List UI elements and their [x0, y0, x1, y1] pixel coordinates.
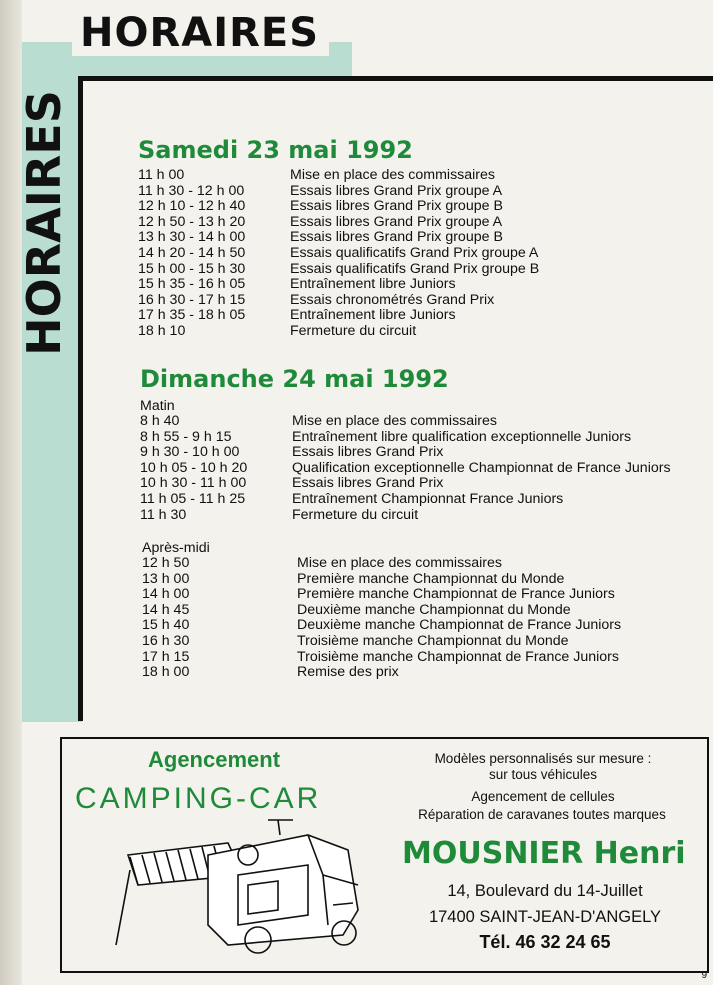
schedule-time: 12 h 50 - 13 h 20	[138, 213, 246, 230]
morning-row	[140, 430, 700, 446]
schedule-description: Deuxième manche Championnat du Monde	[297, 601, 571, 618]
morning-label: Matin	[140, 398, 175, 414]
schedule-time: 16 h 30	[142, 632, 190, 649]
ad-phone: Tél. 46 32 24 65	[479, 932, 611, 952]
schedule-time: 14 h 45	[142, 601, 190, 618]
saturday-row	[138, 308, 608, 324]
schedule-description: Essais libres Grand Prix groupe A	[290, 182, 503, 199]
ad-line-cells: Agencement de cellules	[471, 789, 615, 804]
ad-line-vehicles: sur tous véhicules	[488, 767, 598, 782]
schedule-description: Deuxième manche Championnat de France Juniors	[297, 617, 622, 634]
schedule-description: Entraînement libre qualification exceptionnelle Juniors	[292, 428, 632, 445]
schedule-time: 18 h 00	[142, 664, 190, 681]
saturday-row	[138, 230, 608, 246]
schedule-description: Entraînement libre Juniors	[290, 307, 456, 324]
schedule-description: Entraînement libre Juniors	[290, 276, 456, 293]
page-number: 9	[701, 970, 707, 981]
ad-address-street: 14, Boulevard du 14-Juillet	[447, 882, 643, 900]
schedule-time: 11 h 00	[138, 167, 185, 183]
schedule-description: Essais qualificatifs Grand Prix groupe B	[290, 260, 540, 277]
schedule-time: 8 h 55 - 9 h 15	[140, 428, 232, 445]
afternoon-label: Après-midi	[142, 540, 210, 556]
schedule-description: Mise en place des commissaires	[297, 555, 503, 571]
afternoon-row	[142, 634, 642, 650]
saturday-row	[138, 246, 608, 262]
schedule-description: Première manche Championnat de France Juniors	[297, 586, 615, 603]
schedule-description: Essais libres Grand Prix groupe B	[290, 198, 503, 215]
page-title: HORAIRES	[80, 10, 320, 56]
schedule-time: 9 h 30 - 10 h 00	[140, 444, 240, 461]
schedule-description: Remise des prix	[297, 664, 399, 681]
schedule-time: 15 h 35 - 16 h 05	[138, 276, 246, 293]
saturday-row	[138, 168, 608, 184]
afternoon-row	[142, 650, 642, 666]
schedule-time: 13 h 00	[142, 570, 190, 587]
schedule-description: Essais libres Grand Prix groupe B	[290, 229, 503, 246]
schedule-description: Fermeture du circuit	[292, 506, 419, 523]
morning-row	[140, 445, 700, 461]
schedule-time: 15 h 00 - 15 h 30	[138, 260, 246, 277]
afternoon-row	[142, 618, 642, 634]
ad-address-city: 17400 SAINT-JEAN-D'ANGELY	[428, 908, 662, 926]
schedule-time: 17 h 35 - 18 h 05	[138, 307, 246, 324]
saturday-heading: Samedi 23 mai 1992	[138, 136, 413, 164]
schedule-description: Essais libres Grand Prix	[292, 475, 444, 492]
schedule-description: Mise en place des commissaires	[290, 167, 496, 183]
morning-row	[140, 414, 700, 430]
saturday-row	[138, 199, 608, 215]
saturday-row	[138, 293, 608, 309]
title-box	[72, 12, 329, 56]
sunday-heading: Dimanche 24 mai 1992	[140, 365, 449, 393]
schedule-time: 10 h 30 - 11 h 00	[140, 475, 247, 492]
schedule-time: 11 h 30	[140, 506, 187, 523]
schedule-time: 16 h 30 - 17 h 15	[138, 291, 246, 308]
ad-company-name: MOUSNIER Henri	[402, 836, 686, 871]
vertical-title	[6, 88, 81, 358]
schedule-description: Essais libres Grand Prix groupe A	[290, 213, 503, 230]
schedule-description: Essais qualificatifs Grand Prix groupe A	[290, 244, 539, 261]
schedule-time: 8 h 40	[140, 413, 180, 429]
schedule-time: 14 h 00	[142, 586, 190, 603]
saturday-row	[138, 277, 608, 293]
schedule-time: 12 h 10 - 12 h 40	[138, 198, 246, 215]
schedule-description: Première manche Championnat du Monde	[297, 570, 565, 587]
afternoon-row	[142, 556, 642, 572]
schedule-description: Essais libres Grand Prix	[292, 444, 444, 461]
saturday-row	[138, 215, 608, 231]
schedule-time: 11 h 30 - 12 h 00	[138, 182, 245, 199]
morning-row	[140, 476, 700, 492]
afternoon-row	[142, 665, 642, 681]
ad-line-repair: Réparation de caravanes toutes marques	[418, 807, 666, 822]
schedule-description: Mise en place des commissaires	[292, 413, 498, 429]
schedule-time: 12 h 50	[142, 555, 190, 571]
schedule-time: 11 h 05 - 11 h 25	[140, 490, 246, 507]
vertical-title-text: HORAIRES	[16, 90, 71, 356]
saturday-row	[138, 184, 608, 200]
schedule-description: Troisième manche Championnat de France Juniors	[297, 648, 619, 665]
schedule-description: Essais chronométrés Grand Prix	[290, 291, 495, 308]
schedule-description: Qualification exceptionnelle Championnat de France Juniors	[292, 459, 671, 476]
schedule-time: 18 h 10	[138, 322, 186, 339]
schedule-time: 14 h 20 - 14 h 50	[138, 244, 246, 261]
schedule-time: 15 h 40	[142, 617, 190, 634]
saturday-schedule	[138, 168, 608, 340]
schedule-time: 17 h 15	[142, 648, 190, 665]
morning-row	[140, 461, 700, 477]
morning-row	[140, 492, 700, 508]
afternoon-row	[142, 603, 642, 619]
schedule-description: Troisième manche Championnat du Monde	[297, 632, 569, 649]
afternoon-row	[142, 572, 642, 588]
schedule-description: Entraînement Championnat France Juniors	[292, 490, 564, 507]
schedule-time: 13 h 30 - 14 h 00	[138, 229, 246, 246]
morning-schedule	[140, 414, 700, 523]
ad-line-models: Modèles personnalisés sur mesure :	[434, 751, 652, 766]
afternoon-schedule	[142, 556, 642, 681]
afternoon-row	[142, 587, 642, 603]
camper-van-illustration	[108, 815, 378, 955]
schedule-description: Fermeture du circuit	[290, 322, 417, 339]
ad-camping-car: CAMPING-CAR	[75, 782, 322, 815]
schedule-time: 10 h 05 - 10 h 20	[140, 459, 248, 476]
saturday-row	[138, 324, 608, 340]
morning-row	[140, 508, 700, 524]
saturday-row	[138, 262, 608, 278]
ad-agencement: Agencement	[148, 747, 281, 772]
